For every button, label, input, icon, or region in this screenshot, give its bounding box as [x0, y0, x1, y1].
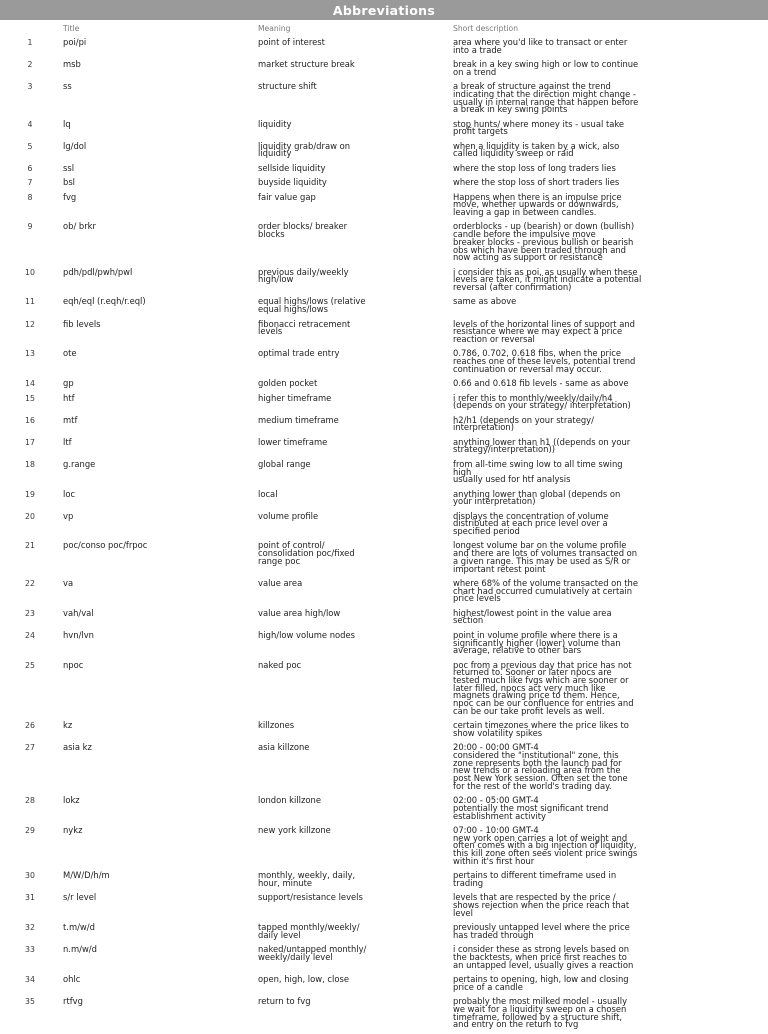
abbreviation: nykz: [63, 825, 83, 836]
meaning: london killzone: [258, 795, 321, 806]
abbreviation: gp: [63, 378, 74, 389]
abbreviation: lg/dol: [63, 140, 87, 151]
meaning: point of interest: [258, 37, 325, 47]
meaning: killzones: [258, 720, 295, 731]
meaning: naked/untapped monthly/ weekly/daily level: [258, 944, 367, 962]
abbreviation: mtf: [63, 414, 78, 425]
short-description: where the stop loss of long traders lies: [453, 162, 616, 173]
table-row: [0, 630, 768, 660]
table-row: [0, 795, 768, 825]
short-description: 07:00 - 10:00 GMT-4 new york open carries a lot of weight and often comes with a big injection of liquidity, this kill zone often sees violent price swings within it's first hour: [453, 825, 638, 866]
abbreviation: n.m/w/d: [63, 944, 97, 955]
abbreviation: ltf: [63, 436, 72, 447]
row-number: 23: [25, 608, 35, 618]
row-number: 33: [25, 945, 35, 955]
meaning: support/resistance levels: [258, 892, 363, 903]
short-description: where 68% of the volume transacted on the chart had occurred cumulatively at certain price levels: [453, 577, 639, 604]
short-description: levels that are respected by the price / shows rejection when the price reach that level: [453, 892, 630, 918]
short-description: pertains to opening, high, low and closing price of a candle: [453, 974, 629, 992]
column-header-description: Short description: [453, 24, 519, 33]
table-row: [0, 892, 768, 922]
table-row: [0, 37, 768, 59]
short-description: anything lower than h1 ((depends on your strategy/interpretation)): [453, 436, 631, 455]
row-number: 2: [27, 60, 33, 70]
abbreviation: ob/ brkr: [63, 221, 96, 232]
meaning: previous daily/weekly high/low: [258, 266, 349, 285]
abbreviation: fvg: [63, 191, 77, 202]
table-row: [0, 415, 768, 437]
row-number: 7: [27, 178, 33, 188]
short-description: 02:00 - 05:00 GMT-4 potentially the most significant trend establishment activity: [453, 795, 609, 821]
table-row: [0, 221, 768, 266]
column-header-meaning: Meaning: [258, 24, 291, 33]
table-row: [0, 177, 768, 191]
meaning: naked poc: [258, 659, 302, 670]
short-description: displays the concentration of volume distributed at each price level over a specified period: [453, 510, 609, 537]
short-description: i consider this as poi, as usually when these levels are taken, it might indicate a potential reversal (after confirmation): [453, 266, 642, 293]
abbreviation: bsl: [63, 177, 76, 188]
row-number: 28: [25, 796, 35, 806]
table-row: [0, 348, 768, 378]
table-row: [0, 393, 768, 415]
abbreviation: msb: [63, 59, 81, 70]
abbreviation: lokz: [63, 795, 80, 806]
short-description: area where you'd like to transact or enter into a trade: [453, 37, 628, 55]
abbreviation: pdh/pdl/pwh/pwl: [63, 266, 133, 277]
row-number: 24: [25, 630, 35, 640]
short-description: a break of structure against the trend indicating that the direction might change - usually in internal range that happen before a break in key swing points: [453, 81, 639, 115]
title-bar: [0, 0, 768, 20]
meaning: point of control/ consolidation poc/fixed range poc: [258, 540, 355, 566]
abbreviation: s/r level: [63, 892, 97, 903]
row-number: 1: [27, 38, 33, 47]
short-description: point in volume profile where there is a significantly higher (lower) volume than average, relative to other bars: [453, 629, 621, 656]
meaning: global range: [258, 458, 311, 469]
abbreviation: g.range: [63, 458, 96, 469]
short-description: 0.66 and 0.618 fib levels - same as above: [453, 378, 629, 389]
short-description: where the stop loss of short traders lies: [453, 177, 620, 188]
meaning: monthly, weekly, daily, hour, minute: [258, 870, 356, 888]
short-description: stop hunts/ where money its - usual take profit targets: [453, 118, 625, 137]
row-number: 5: [27, 141, 33, 151]
meaning: fair value gap: [258, 191, 316, 202]
table-row: [0, 437, 768, 459]
row-number: 16: [25, 415, 35, 425]
row-number: 22: [25, 578, 35, 588]
short-description: anything lower than global (depends on your interpretation): [453, 488, 621, 507]
row-number: 4: [27, 119, 33, 129]
column-header-title: Title: [63, 24, 80, 33]
row-number: 20: [25, 511, 35, 521]
abbreviation: t.m/w/d: [63, 922, 95, 933]
abbreviation: vp: [63, 510, 74, 521]
row-number: 9: [27, 222, 33, 232]
short-description: pertains to different timeframe used in trading: [453, 870, 617, 888]
table-row: [0, 81, 768, 119]
table-row: [0, 870, 768, 892]
row-number: 26: [25, 721, 35, 731]
meaning: liquidity grab/draw on liquidity: [258, 140, 351, 159]
abbreviation: poi/pi: [63, 37, 87, 47]
short-description: poc from a previous day that price has not returned to. Sooner or later npocs are tested much like fvgs which are sooner or later filled. npocs act very much like magnets drawing price to them. Hence, npoc can be our confluence for entries and can be our take profit levels as well.: [453, 659, 634, 716]
table-row: [0, 660, 768, 721]
meaning: medium timeframe: [258, 414, 339, 425]
meaning: asia killzone: [258, 742, 310, 753]
meaning: buyside liquidity: [258, 177, 327, 188]
abbreviation: kz: [63, 720, 73, 731]
table-row: [0, 825, 768, 870]
table-row: [0, 489, 768, 511]
table-row: [0, 119, 768, 141]
table-row: [0, 511, 768, 541]
table-row: [0, 141, 768, 163]
short-description: h2/h1 (depends on your strategy/ interpretation): [453, 414, 594, 433]
abbreviation: vah/val: [63, 607, 94, 618]
abbreviation: ssl: [63, 162, 75, 173]
abbreviation: hvn/lvn: [63, 629, 94, 640]
meaning: liquidity: [258, 118, 292, 129]
table-row: [0, 319, 768, 349]
table-row: [0, 163, 768, 177]
meaning: golden pocket: [258, 378, 318, 389]
table-row: [0, 459, 768, 489]
table-header: [0, 22, 768, 36]
meaning: local: [258, 488, 278, 499]
abbreviation: ohlc: [63, 974, 81, 985]
row-number: 10: [25, 267, 35, 277]
short-description: probably the most milked model - usually we wait for a liquidity sweep on a chosen timeframe, followed by a structure shift, and entry on the return to fvg: [453, 996, 628, 1030]
row-number: 11: [25, 297, 35, 307]
short-description: orderblocks - up (bearish) or down (bullish) candle before the impulsive move breaker blocks - previous bullish or bearish obs which have been traded through and now acting as support or resistance: [453, 221, 635, 263]
row-number: 15: [25, 393, 35, 403]
row-number: 30: [25, 871, 35, 881]
meaning: fibonacci retracement levels: [258, 318, 351, 337]
row-number: 13: [25, 349, 35, 359]
abbreviation: rtfvg: [63, 996, 83, 1007]
short-description: levels of the horizontal lines of support and resistance where we may expect a price reaction or reversal: [453, 318, 635, 344]
table-row: [0, 922, 768, 944]
abbreviation: M/W/D/h/m: [63, 870, 110, 881]
abbreviation: loc: [63, 488, 76, 499]
page-title: Abbreviations: [332, 2, 436, 18]
table-row: [0, 996, 768, 1034]
table-row: [0, 974, 768, 996]
short-description: i consider these as strong levels based on the backtests, when price first reaches to an untapped level, usually gives a reaction: [453, 944, 634, 970]
short-description: longest volume bar on the volume profile and there are lots of volumes transacted on a given range. This may be used as S/R or important retest point: [453, 540, 638, 574]
abbreviations-table: [0, 37, 768, 1034]
abbreviation: htf: [63, 392, 75, 403]
table-row: [0, 296, 768, 318]
table-row: [0, 720, 768, 742]
short-description: break in a key swing high or low to continue on a trend: [453, 59, 639, 77]
short-description: highest/lowest point in the value area section: [453, 607, 612, 626]
table-row: [0, 378, 768, 392]
row-number: 35: [25, 997, 35, 1007]
table-row: [0, 608, 768, 630]
row-number: 31: [25, 893, 35, 903]
meaning: sellside liquidity: [258, 162, 326, 173]
short-description: i refer this to monthly/weekly/daily/h4 (depends on your strategy/ interpretation): [453, 392, 631, 411]
meaning: value area high/low: [258, 607, 341, 618]
meaning: lower timeframe: [258, 436, 328, 447]
abbreviation: eqh/eql (r.eqh/r.eql): [63, 296, 146, 307]
short-description: from all-time swing low to all time swing high usually used for htf analysis: [453, 458, 623, 485]
meaning: open, high, low, close: [258, 974, 350, 985]
abbreviation: lq: [63, 118, 71, 129]
abbreviation: asia kz: [63, 742, 92, 753]
abbreviation: npoc: [63, 659, 84, 670]
row-number: 29: [25, 826, 35, 836]
short-description: 0.786, 0.702, 0.618 fibs, when the price reaches one of these levels, potential trend continuation or reversal may occur.: [453, 348, 636, 374]
short-description: Happens when there is an impulse price move, whether upwards or downwards, leaving a gap in between candles.: [453, 191, 622, 218]
table-row: [0, 540, 768, 578]
abbreviation: fib levels: [63, 318, 101, 329]
meaning: market structure break: [258, 59, 355, 70]
meaning: return to fvg: [258, 996, 311, 1007]
meaning: high/low volume nodes: [258, 629, 355, 640]
meaning: value area: [258, 577, 303, 588]
row-number: 12: [25, 319, 35, 329]
short-description: same as above: [453, 296, 517, 307]
table-row: [0, 944, 768, 974]
meaning: optimal trade entry: [258, 348, 340, 359]
table-row: [0, 192, 768, 222]
row-number: 25: [25, 660, 35, 670]
meaning: higher timeframe: [258, 392, 332, 403]
meaning: order blocks/ breaker blocks: [258, 221, 348, 240]
table-row: [0, 267, 768, 297]
abbreviation: ote: [63, 348, 77, 359]
row-number: 14: [25, 379, 35, 389]
row-number: 21: [25, 541, 35, 551]
row-number: 17: [25, 437, 35, 447]
abbreviation: ss: [63, 81, 72, 92]
meaning: structure shift: [258, 81, 317, 92]
meaning: new york killzone: [258, 825, 331, 836]
meaning: volume profile: [258, 510, 319, 521]
row-number: 3: [27, 82, 33, 92]
table-row: [0, 742, 768, 795]
abbreviation: poc/conso poc/frpoc: [63, 540, 148, 551]
meaning: tapped monthly/weekly/ daily level: [258, 922, 360, 940]
table-row: [0, 59, 768, 81]
row-number: 34: [25, 975, 35, 985]
table-row: [0, 578, 768, 608]
meaning: equal highs/lows (relative equal highs/lows: [258, 296, 366, 315]
abbreviation: va: [63, 577, 74, 588]
short-description: previously untapped level where the price has traded through: [453, 922, 630, 940]
row-number: 18: [25, 459, 35, 469]
row-number: 27: [25, 743, 35, 753]
short-description: certain timezones where the price likes to show volatility spikes: [453, 720, 629, 738]
row-number: 19: [25, 489, 35, 499]
short-description: 20:00 - 00:00 GMT-4 considered the "institutional" zone, this zone represents both the launch pad for new trends or a reloading area from the post New York session. Often set the tone for the rest of the world's trading day.: [453, 742, 628, 791]
row-number: 6: [27, 163, 33, 173]
row-number: 32: [25, 923, 35, 933]
row-number: 8: [27, 192, 33, 202]
short-description: when a liquidity is taken by a wick, also called liquidity sweep or raid: [453, 140, 620, 159]
